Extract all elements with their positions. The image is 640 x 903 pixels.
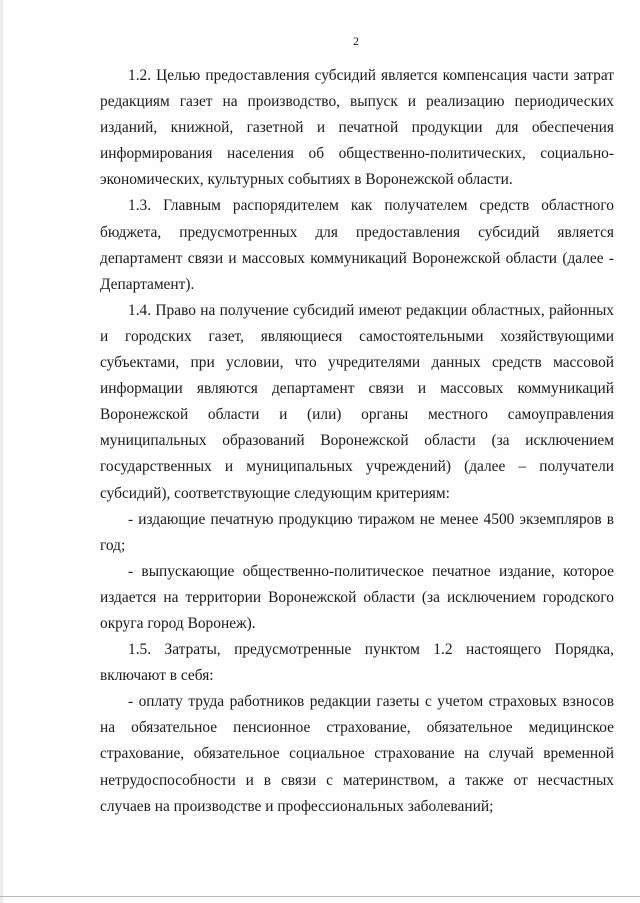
paragraph-1-5: 1.5. Затраты, предусмотренные пунктом 1.2 настоящего Порядка, включают в себя:: [100, 641, 614, 685]
page-number: 2: [353, 34, 359, 48]
bottom-edge: [0, 896, 640, 897]
paragraph-1-4: 1.4. Право на получение субсидий имеют редакции областных, районных и городских газет, являющиеся самостоятельными хозяйствующими субъектами, при условии, что учредителями данных средств массовой информации являются департамент связи и массовых коммуникаций Воронежской области и (или) органы местного самоуправления муниципальных образований Воронежской области (за исключением государственных и муниципальных учреждений) (далее – получатели субсидий), соответствующие следующим критериям:: [100, 301, 614, 502]
criterion-publication: - выпускающие общественно-политическое печатное издание, которое издается на территории Воронежской области (за исключением городского округа город Воронеж).: [100, 562, 614, 632]
document-body: [100, 63, 614, 820]
paragraph-1-3: 1.3. Главным распорядителем как получателем средств областного бюджета, предусмотренных для предоставления субсидий является департамент связи и массовых коммуникаций Воронежской области (далее - Департамент).: [100, 197, 614, 293]
cost-item-salary: - оплату труда работников редакции газеты с учетом страховых взносов на обязательное пенсионное страхование, обязательное медицинское страхование, обязательное социальное страхование на случай временной нетрудоспособности и в связи с материнством, а также от несчастных случаев на производстве и профессиональных заболеваний;: [100, 693, 614, 815]
scan-edge: [0, 0, 3, 903]
paragraph-1-2: 1.2. Целью предоставления субсидий является компенсация части затрат редакциям газет на производство, выпуск и реализацию периодических изданий, книжной, газетной и печатной продукции для обеспечения информирования населения об общественно-политических, социально-экономических, культурных событиях в Воронежской области.: [100, 67, 614, 189]
criterion-circulation: - издающие печатную продукцию тиражом не менее 4500 экземпляров в год;: [100, 510, 614, 554]
